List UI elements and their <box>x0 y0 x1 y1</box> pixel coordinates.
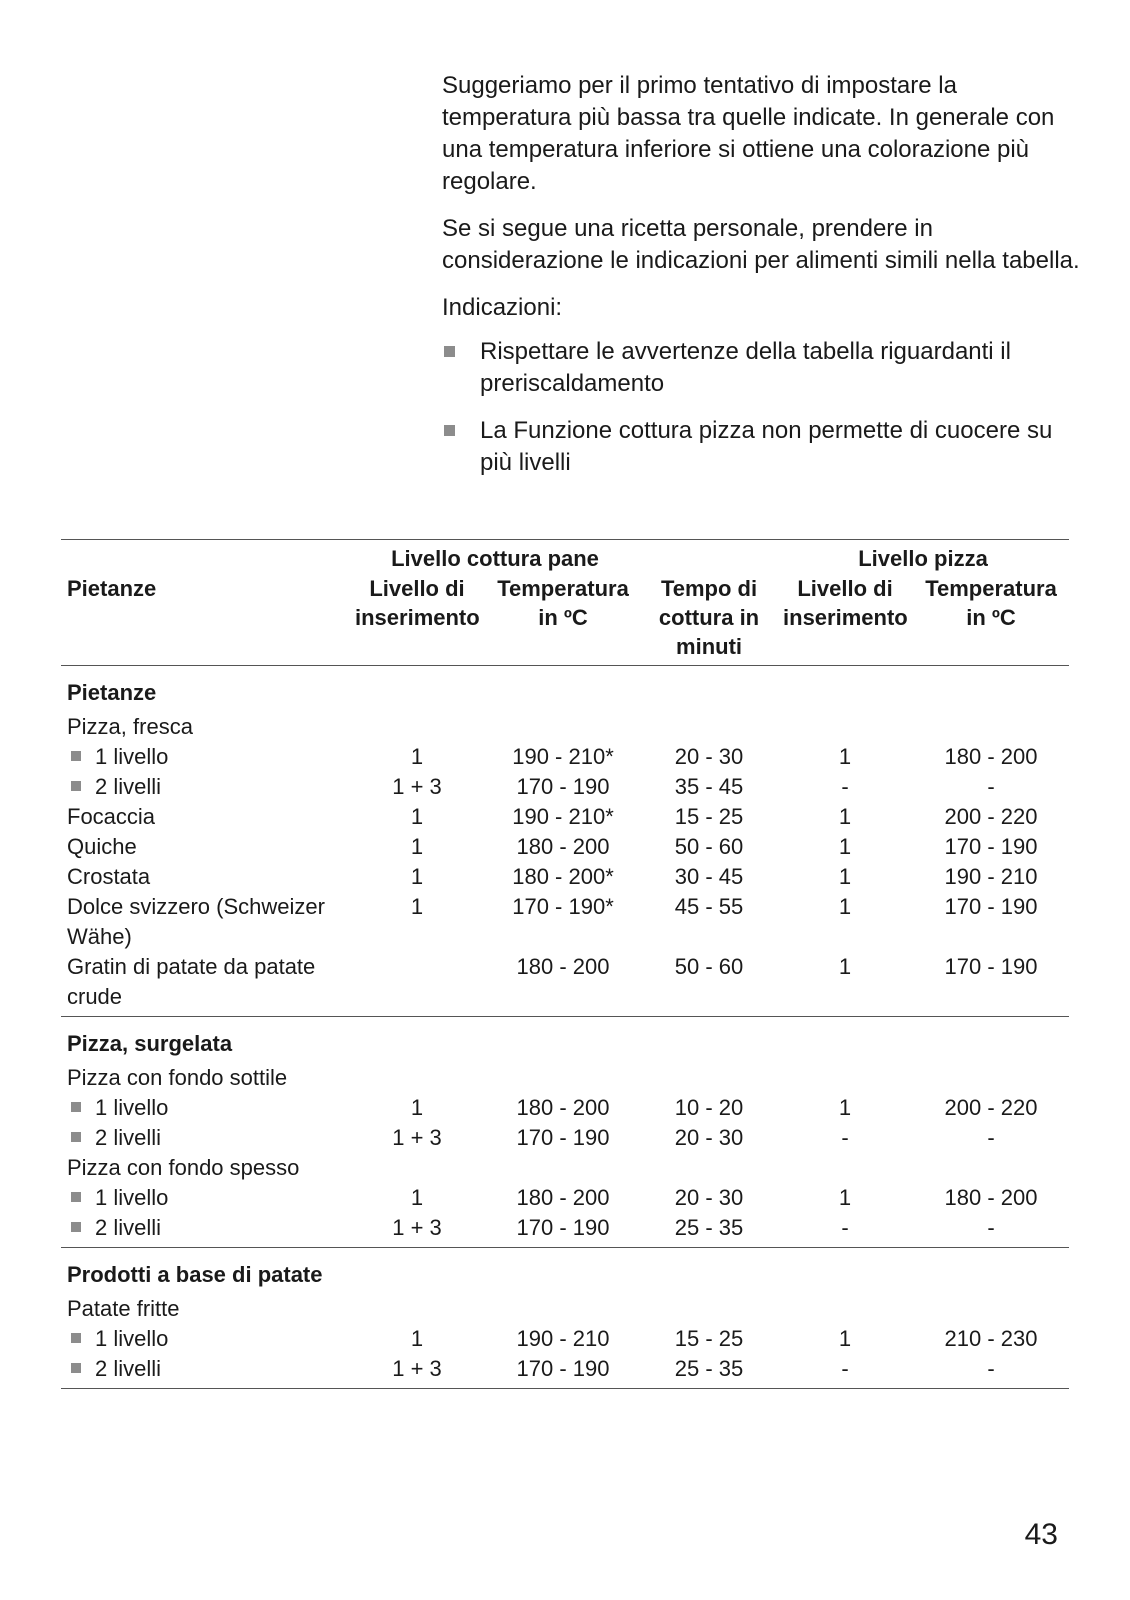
time-cell: 35 - 45 <box>674 774 744 799</box>
table-row <box>61 1294 1069 1324</box>
table-row <box>61 1213 1069 1248</box>
bullet-square-icon <box>71 781 81 791</box>
col-level-pizza-header: Livello di inserimento <box>783 576 908 630</box>
dish-name-cell <box>61 1324 349 1354</box>
temp-cell: 170 - 190 <box>516 1356 610 1381</box>
temp-pizza-cell: 200 - 220 <box>944 1095 1038 1120</box>
table-row <box>61 1093 1069 1123</box>
bullet-square-icon <box>71 1192 81 1202</box>
level-cell: 1 <box>410 894 424 919</box>
temp-cell: 190 - 210 <box>516 1326 610 1351</box>
col-level-header: Livello di inserimento <box>355 576 480 630</box>
level-cell: 1 <box>410 1095 424 1120</box>
level-pizza-cell: 1 <box>838 744 852 769</box>
note-text: La Funzione cottura pizza non permette di cuocere su più livelli <box>480 417 1053 476</box>
section-header-row <box>61 1248 1069 1295</box>
dish-name: 2 livelli <box>95 1125 162 1150</box>
temp-cell <box>485 1153 641 1183</box>
table-row <box>61 1354 1069 1389</box>
level-pizza-cell <box>777 712 913 742</box>
temp-pizza-cell: 180 - 200 <box>944 1185 1038 1210</box>
table-row <box>61 742 1069 772</box>
level-cell: 1 <box>410 804 424 829</box>
dish-name: Patate fritte <box>67 1296 180 1321</box>
temp-cell: 180 - 200 <box>516 834 610 859</box>
bullet-square-icon <box>71 1102 81 1112</box>
table-row <box>61 952 1069 1017</box>
level-pizza-cell <box>777 1153 913 1183</box>
level-cell: 1 + 3 <box>392 1125 442 1150</box>
bullet-square-icon <box>71 1333 81 1343</box>
time-cell <box>641 1294 777 1324</box>
intro-paragraph-2: Se si segue una ricetta personale, prendere in considerazione le indicazioni per alimenti simili nella tabella. <box>442 215 1080 274</box>
col-temp-header: Temperatura in ºC <box>497 576 629 630</box>
note-item <box>442 415 1082 479</box>
level-pizza-cell: 1 <box>838 804 852 829</box>
dish-name: Dolce svizzero (Schweizer Wähe) <box>67 894 325 949</box>
dish-name-cell <box>61 1183 349 1213</box>
level-cell: 1 <box>410 1326 424 1351</box>
level-pizza-cell <box>777 1294 913 1324</box>
dish-name-cell <box>61 892 349 952</box>
time-cell: 15 - 25 <box>674 1326 744 1351</box>
dish-name-cell <box>61 742 349 772</box>
level-pizza-cell: 1 <box>838 864 852 889</box>
dish-name: Pizza con fondo sottile <box>67 1065 288 1090</box>
temp-pizza-cell <box>913 1063 1069 1093</box>
dish-name-cell <box>61 952 349 1017</box>
time-cell <box>641 1153 777 1183</box>
dish-name: 2 livelli <box>95 1356 162 1381</box>
time-cell: 20 - 30 <box>674 744 744 769</box>
temp-cell: 180 - 200 <box>516 1095 610 1120</box>
dish-name-cell <box>61 802 349 832</box>
dish-name: 1 livello <box>95 1326 169 1351</box>
dish-name-cell <box>61 1354 349 1389</box>
table-row <box>61 1183 1069 1213</box>
time-cell: 50 - 60 <box>674 834 744 859</box>
temp-pizza-cell: 170 - 190 <box>944 834 1038 859</box>
level-cell: 1 + 3 <box>392 1356 442 1381</box>
level-pizza-cell: - <box>841 1356 849 1381</box>
section-header-row <box>61 666 1069 713</box>
temp-pizza-cell: 170 - 190 <box>944 894 1038 919</box>
temp-pizza-cell: 200 - 220 <box>944 804 1038 829</box>
dish-name: Focaccia <box>67 804 156 829</box>
dish-name-cell <box>61 862 349 892</box>
table-row <box>61 862 1069 892</box>
dish-name: 1 livello <box>95 1095 169 1120</box>
temp-pizza-cell: 190 - 210 <box>944 864 1038 889</box>
dish-name: Crostata <box>67 864 151 889</box>
table-row <box>61 1324 1069 1354</box>
temp-pizza-cell <box>913 1294 1069 1324</box>
level-pizza-cell: 1 <box>838 894 852 919</box>
level-pizza-cell: 1 <box>838 1095 852 1120</box>
dish-name-cell <box>61 712 349 742</box>
dish-name-cell <box>61 1093 349 1123</box>
section-title: Pizza, surgelata <box>67 1031 233 1056</box>
bullet-square-icon <box>71 1222 81 1232</box>
bullet-square-icon <box>71 751 81 761</box>
dish-name: Quiche <box>67 834 137 859</box>
temp-pizza-cell: - <box>987 1125 995 1150</box>
col-temp-pizza-header: Temperatura in ºC <box>925 576 1057 630</box>
group-pizza-header: Livello pizza <box>858 546 988 571</box>
level-pizza-cell: 1 <box>838 834 852 859</box>
level-cell: 1 <box>410 1185 424 1210</box>
level-cell <box>349 952 485 1017</box>
time-cell: 10 - 20 <box>674 1095 744 1120</box>
note-item <box>442 336 1082 400</box>
dish-name-cell <box>61 1213 349 1248</box>
bullet-square-icon <box>71 1132 81 1142</box>
temp-cell <box>485 1294 641 1324</box>
bullet-square-icon <box>444 346 455 357</box>
notes-heading: Indicazioni: <box>442 294 563 321</box>
table-row <box>61 772 1069 802</box>
dish-name: 2 livelli <box>95 1215 162 1240</box>
note-text: Rispettare le avvertenze della tabella riguardanti il preriscaldamento <box>480 338 1011 397</box>
dish-name: 1 livello <box>95 1185 169 1210</box>
level-pizza-cell: 1 <box>838 1326 852 1351</box>
table-row <box>61 832 1069 862</box>
dish-name: Gratin di patate da patate crude <box>67 954 316 1009</box>
time-cell <box>641 1063 777 1093</box>
temp-cell: 170 - 190* <box>512 894 614 919</box>
dish-name: Pizza con fondo spesso <box>67 1155 300 1180</box>
dish-name-cell <box>61 1153 349 1183</box>
temp-pizza-cell: - <box>987 1215 995 1240</box>
temp-cell: 170 - 190 <box>516 774 610 799</box>
dish-name: 1 livello <box>95 744 169 769</box>
level-pizza-cell: 1 <box>838 1185 852 1210</box>
table-row <box>61 712 1069 742</box>
time-cell: 25 - 35 <box>674 1356 744 1381</box>
level-pizza-cell: - <box>841 1125 849 1150</box>
temp-pizza-cell: - <box>987 1356 995 1381</box>
intro-text <box>442 70 1082 494</box>
level-cell: 1 <box>410 744 424 769</box>
level-pizza-cell: - <box>841 1215 849 1240</box>
bullet-square-icon <box>444 425 455 436</box>
notes-list <box>442 336 1082 479</box>
temp-pizza-cell: 210 - 230 <box>944 1326 1038 1351</box>
section-title: Prodotti a base di patate <box>67 1262 323 1287</box>
col-dish-header: Pietanze <box>67 576 157 601</box>
dish-name-cell <box>61 1063 349 1093</box>
time-cell: 45 - 55 <box>674 894 744 919</box>
table-row <box>61 1123 1069 1153</box>
page-number: 43 <box>1024 1518 1058 1551</box>
section-title: Pietanze <box>67 680 157 705</box>
level-cell: 1 + 3 <box>392 774 442 799</box>
temp-cell: 190 - 210* <box>512 744 614 769</box>
cooking-table <box>61 539 1069 1389</box>
bullet-square-icon <box>71 1363 81 1373</box>
level-cell <box>349 1153 485 1183</box>
table-row <box>61 892 1069 952</box>
level-cell <box>349 1294 485 1324</box>
temp-cell: 190 - 210* <box>512 804 614 829</box>
dish-name-cell <box>61 832 349 862</box>
dish-name-cell <box>61 1294 349 1324</box>
time-cell: 25 - 35 <box>674 1215 744 1240</box>
time-cell: 20 - 30 <box>674 1185 744 1210</box>
table-row <box>61 1153 1069 1183</box>
temp-pizza-cell: - <box>987 774 995 799</box>
intro-paragraph-1: Suggeriamo per il primo tentativo di impostare la temperatura più bassa tra quelle indicate. In generale con una temperatura inferiore si ottiene una colorazione più regolare. <box>442 72 1055 195</box>
table-group-header <box>61 540 1069 575</box>
level-pizza-cell: - <box>841 774 849 799</box>
temp-cell: 170 - 190 <box>516 1215 610 1240</box>
temp-cell: 180 - 200 <box>516 1185 610 1210</box>
dish-name: Pizza, fresca <box>67 714 193 739</box>
table-column-header <box>61 574 1069 666</box>
group-bread-header: Livello cottura pane <box>391 546 599 571</box>
time-cell: 15 - 25 <box>674 804 744 829</box>
temp-pizza-cell <box>913 712 1069 742</box>
table-body <box>61 666 1069 1389</box>
section-header-row <box>61 1017 1069 1064</box>
time-cell <box>641 712 777 742</box>
table-row <box>61 802 1069 832</box>
temp-cell <box>485 712 641 742</box>
temp-cell <box>485 1063 641 1093</box>
temp-cell: 180 - 200* <box>512 864 614 889</box>
col-time-header: Tempo di cottura in minuti <box>658 576 760 659</box>
temp-pizza-cell: 180 - 200 <box>944 744 1038 769</box>
temp-pizza-cell <box>913 1153 1069 1183</box>
level-pizza-cell <box>777 1063 913 1093</box>
level-pizza-cell: 1 <box>838 954 852 979</box>
dish-name-cell <box>61 1123 349 1153</box>
time-cell: 20 - 30 <box>674 1125 744 1150</box>
level-cell: 1 <box>410 864 424 889</box>
dish-name-cell <box>61 772 349 802</box>
level-cell: 1 <box>410 834 424 859</box>
time-cell: 50 - 60 <box>674 954 744 979</box>
temp-pizza-cell: 170 - 190 <box>944 954 1038 979</box>
level-cell <box>349 1063 485 1093</box>
temp-cell: 170 - 190 <box>516 1125 610 1150</box>
level-cell: 1 + 3 <box>392 1215 442 1240</box>
time-cell: 30 - 45 <box>674 864 744 889</box>
table-row <box>61 1063 1069 1093</box>
level-cell <box>349 712 485 742</box>
dish-name: 2 livelli <box>95 774 162 799</box>
temp-cell: 180 - 200 <box>516 954 610 979</box>
